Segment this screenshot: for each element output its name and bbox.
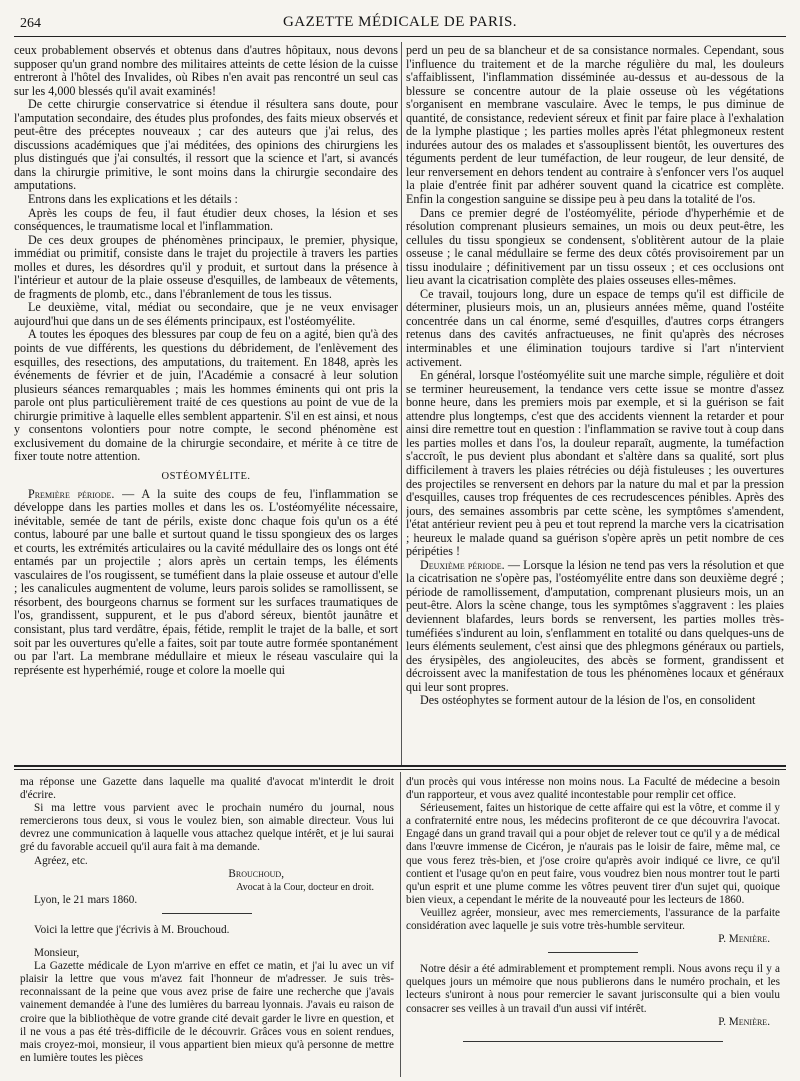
paragraph-text: — A la suite des coups de feu, l'inflammation se développe dans les parties molles et dans les os. L'ostéomyélite nécessaire, inévitable, semée de tant de périls, existe donc chaque fois qu'un os a été contus, labouré par une balle et surtout quand le tissu spongieux des os larges et courts, les extrémités articulaires ou la cavité médullaire des os longs ont été entamés par un projectile ; alors après un certain temps, les éléments vasculaires de l'os rougissent, se tuméfient dans la plaie osseuse et autour d'elle ; les canalicules augmentent de volume, leurs parois solides se ramollissent, se résorbent, des bourgeons charnus se forment sur les surfaces traumatiques de l'os, grandissent, suppurent, et le pus d'abord séreux, bientôt jaunâtre et consistant, plus tard verdâtre, épais, fétide, remplit le trajet de la balle, et sort soit par les ouvertures qu'elle a faites, soit par toute autre formée spontanément ou par l'art. La membrane médullaire et mieux le réseau vasculaire qui la représente est hyperhémié, rouge et colore la moelle qui [14,486,398,677]
signature: P. Menière. [718,1015,770,1028]
column-divider [401,42,402,766]
salutation: Monsieur, [34,947,80,960]
divider [463,1041,723,1042]
column-divider [400,772,401,1077]
feuilleton-left-column [20,776,394,1076]
period-label: Deuxième période. [420,557,505,572]
paragraph: Des ostéophytes se forment autour de la lésion de l'os, en consolident [420,693,756,708]
paragraph: Agréez, etc. [34,854,88,867]
feuilleton-right-column [406,776,780,1076]
paragraph: Notre désir a été admirablement et promptement rempli. Nous avons reçu il y a quelques jours un mémoire que nous publierons dans le numéro prochain, et les lecteurs s'uniront à nous pour remercier le savant jurisconsulte qui a bien voulu consacrer ses veilles à un travail d'un aussi vif intérêt. [406,963,780,1015]
section-heading: OSTÉOMYÉLITE. [161,470,251,482]
paragraph [406,559,784,694]
letter-date: Lyon, le 21 mars 1860. [34,893,138,906]
paragraph-text: — Lorsque la lésion ne tend pas vers la résolution et que la cicatrisation ne s'opère pas, l'ostéomyélite entre dans son deuxième degré ; période de ramollissement, d'amputation, comprenant plusieurs mois, un an peut-être. Alors la scène change, tous les symptômes s'aggravent : les plaies deviennent blafardes, leurs bords se renversent, les parties molles très-tuméfiées s'indurent au loin, s'enflamment en totalité ou dans quelques-uns de leurs éléments seulement, c'est ainsi que des phlegmons généraux ou partiels, des érysipèles, des angioleucites, des abcès se forment, grandissent et décroissent avec la manifestation de tous les phénomènes locaux et généraux qui leur sont propres. [406,557,784,694]
paragraph: De ces deux groupes de phénomènes principaux, le premier, physique, immédiat ou primitif, consiste dans le trajet du projectile à travers les parties molles et dures, les désordres qu'il y produit, et surtout dans la présence à l'intérieur et autour de la plaie osseuse d'esquilles, de lambeaux de vêtements, de fragments de plomb, etc., dans l'ébranlement de tous les tissus. [14,232,398,301]
paragraph: Après les coups de feu, il faut étudier deux choses, la lésion et ses conséquences, le traumatisme local et l'inflammation. [14,205,398,234]
signature-title: Avocat à la Cour, docteur en droit. [236,881,374,893]
paragraph: En général, lorsque l'ostéomyélite suit une marche simple, régulière et doit se terminer heureusement, la tendance vers cette issue se montre d'assez bonne heure, dans les premiers mois par exemple, et si la guérison se fait attendre plus longtemps, c'est que des accidents viennent la retarder et pour ainsi dire remettre tout en question : l'inflammation se ravive tout à coup dans les parties molles et dans l'os, la douleur reparaît, augmente, la tuméfaction s'accroît, le pus devient plus abondant et s'altère dans sa qualité, sort plus difficilement à travers les plaies rétrécies ou déjà fistuleuses ; les ouvertures des projectiles se renversent en dehors par la nature du mal et par la pression d'esquilles, causes trop fréquentes de ces recrudescences pénibles. Après des jours, des semaines assombris par cette scène, les symptômes s'amendent, l'état antérieur revient peu à peu et tout reprend la marche vers la cicatrisation ; heureux le malade quand sa guérison s'opère après un petit nombre de ces péripéties ! [406,368,784,559]
page-header [14,10,786,37]
signature: P. Menière. [718,933,770,946]
paragraph: Dans ce premier degré de l'ostéomyélite, période d'hyperhémie et de résolution comprenant plusieurs semaines, un mois ou deux peut-être, les cellules du tissu spongieux se condensent, s'oblitèrent autour de la plaie osseuse ; le canal médullaire se ferme des deux côtés provisoirement par un tissu inodulaire ; définitivement par un tissu osseux ; et ces occlusions ont lieu avant la cicatrisation complète des plaies osseuses elles-mêmes. [406,205,784,288]
paragraph: Veuillez agréer, monsieur, avec mes remerciements, l'assurance de la parfaite considération avec laquelle je suis votre très-humble serviteur. [406,906,780,933]
paragraph: A toutes les époques des blessures par coup de feu on a agité, bien qu'à des points de vue différents, les questions du débridement, de l'enlèvement des esquilles, des resections, des amputations, du traitement. En 1848, après les événements de février et de juin, l'Académie a consacré à leur solution plusieurs séances remarquables ; mais les hommes éminents qui ont pris la parole ont plus particulièrement traité de ces questions au point de vue de la chirurgie primitive à laquelle elles semblent appartenir. S'il en est ainsi, et nous y consentons volontiers pour notre compte, le second phénomène est exclusivement du domaine de la chirurgie secondaire, et mérite à ce titre de fixer toute notre attention. [14,327,398,464]
period-label: Première période. [28,486,115,501]
section-rule [14,765,786,767]
paragraph [14,488,398,678]
paragraph: La Gazette médicale de Lyon m'arrive en effet ce matin, et j'ai lu avec un vif plaisir la lettre que vous m'avez fait l'honneur de m'adresser. Je suis très-reconnaissant de la peine que vous avez prise de faire une recherche que j'avais vainement demandée à l'une des lumières du barreau lyonnais. J'avais eu raison de croire que la bibliothèque de votre grande cité devait garder le livre en question, et il ne vous a pas été très-difficile de le découvrir. Grâces vous en soient rendues, mais croyez-moi, monsieur, il vous appartient bien mieux qu'à personne de mettre en lumière toutes les pièces [20,960,394,1064]
paragraph: Le deuxième, vital, médiat ou secondaire, que je ne veux envisager aujourd'hui que dans un de ses éléments principaux, est l'ostéomyélite. [14,300,398,328]
page-number: 264 [20,16,41,31]
paragraph: Si ma lettre vous parvient avec le prochain numéro du journal, nous remercierons tous deux, si vous le voulez bien, son aimable directeur. Vous lui devrez une communication à laquelle vous attachez quelque intérêt, et je lui saurai gré du favorable accueil qu'il aura fait à ma demande. [20,802,394,854]
paragraph: Voici la lettre que j'écrivis à M. Brouchoud. [34,923,230,936]
paragraph: ma réponse une Gazette dans laquelle ma qualité d'avocat m'interdit le droit d'écrire. [20,776,394,802]
signature: Brouchoud, [228,867,284,880]
paragraph: perd un peu de sa blancheur et de sa consistance normales. Cependant, sous l'influence du traitement et de la marche régulière du mal, les douleurs s'affaiblissent, l'inflammation disséminée au-dessus et au-dessous de la blessure se concentre autour de la plaie osseuse où les végétations s'organisent en membrane vasculaire. Avec le temps, le pus diminue de quantité, de consistance, redevient séreux et finit par faire place à l'exhalation de la lymphe plastique ; les parties molles après l'état phlegmoneux restent indurées autour des os malades et s'assouplissent bientôt, les ouvertures des téguments perdent de leur tuméfaction, de leur rougeur, de leur densité, de leur renversement en dehors tendent au contraire à s'enfoncer vers l'os auquel la plaie d'entrée finit par adhérer souvent quand la cicatrice est complète. Enfin la congestion sanguine se dissipe peu à peu dans la totalité de l'os. [406,44,784,207]
journal-title: GAZETTE MÉDICALE DE PARIS. [282,14,518,30]
section-rule [14,769,786,770]
paragraph: Entrons dans les explications et les détails : [28,192,238,207]
paragraph: d'un procès qui vous intéresse non moins nous. La Faculté de médecine a besoin d'un rapporteur, et vous avez qualité incontestable pour remplir cet office. [406,776,780,802]
left-column [14,44,398,762]
paragraph: Ce travail, toujours long, dure un espace de temps qu'il est difficile de déterminer, plusieurs mois, un an, plusieurs années même, quand l'ostéite concentrée dans un cal énorme, semé d'esquilles, d'autres corps étrangers retenus dans des cavités anfractueuses, ne finit qu'après des nécroses interminables et une élimination toujours tardive si l'art n'intervient activement. [406,286,784,369]
paragraph: ceux probablement observés et obtenus dans d'autres hôpitaux, nous devons supposer qu'un grand nombre des militaires atteints de cette lésion de la cuisse entreront à l'hôtel des Invalides, où Ribes n'en avait pas rencontré un seul cas sur les 4,000 blessés qu'il avait examinés! [14,44,398,98]
paragraph: Sérieusement, faites un historique de cette affaire qui est la vôtre, et comme il y a confraternité entre nous, les médecins profiteront de ce que découvrira l'avocat. Engagé dans un grand travail qui a pour objet de relever tout ce qu'il y a de médical dans l'œuvre immense de Cicéron, je n'aurais pas le loisir de faire, même mal, ce que vous ferez très-bien, et j'ose croire qu'après avoir indiqué ce livre, ce qu'il contient et l'usage qu'on en peut faire, vous voudrez bien nous montrer tout le parti qu'un esprit et une plume comme les vôtres peuvent tirer d'un sujet qui, quoique bien vieux, a cependant le mérite de la nouveauté pour les lecteurs de 1860. [406,802,780,906]
paragraph: De cette chirurgie conservatrice si étendue il résultera sans doute, pour l'amputation secondaire, des études plus profondes, des faits mieux observés et peut-être des préceptes nouveaux ; car des auteurs que j'ai relus, des discussions académiques que j'ai méditées, des opinions des chirurgiens les plus distingués que j'ai consultés, il ressort que la science et l'art, si avancés dans la chirurgie primitive, le sont moins dans la chirurgie secondaire des amputations. [14,97,398,193]
right-column [406,44,784,762]
